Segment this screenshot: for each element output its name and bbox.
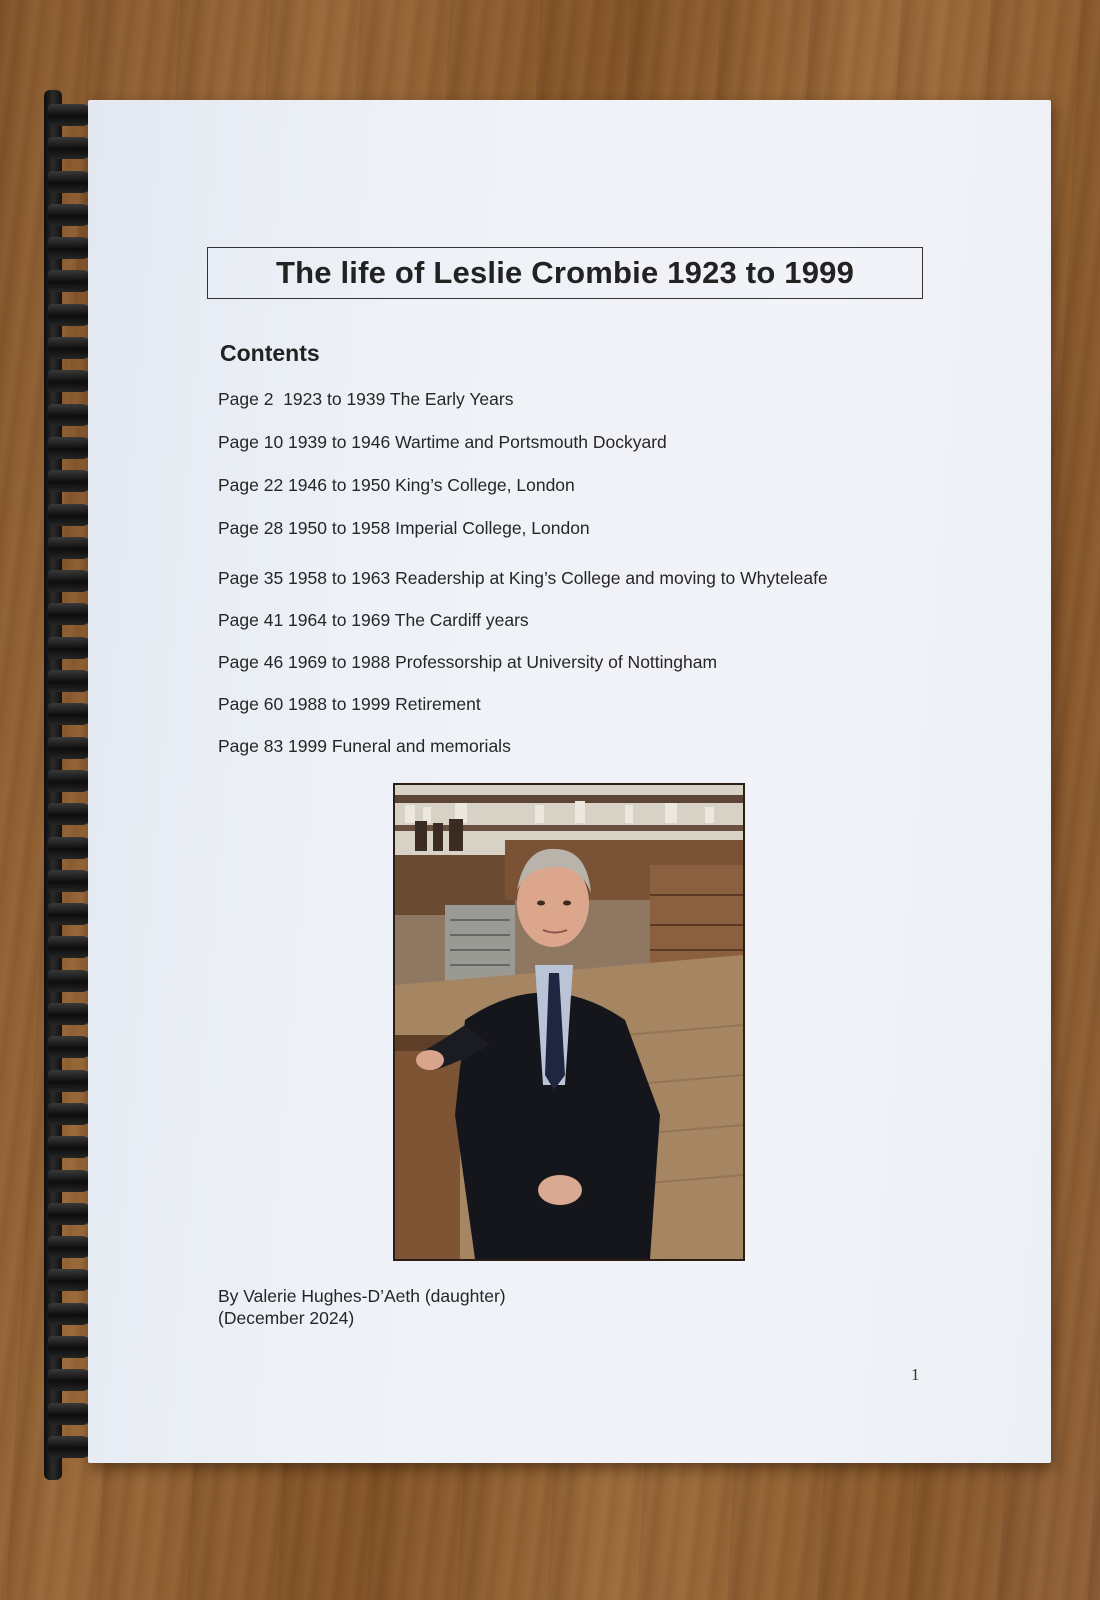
toc-entry: Page 41 1964 to 1969 The Cardiff years (218, 610, 529, 630)
toc-entry: Page 83 1999 Funeral and memorials (218, 736, 511, 756)
toc-entry: Page 2 1923 to 1939 The Early Years (218, 389, 514, 409)
toc-entry: Page 35 1958 to 1963 Readership at King’s College and moving to Whyteleafe (218, 568, 828, 588)
toc-entry: Page 60 1988 to 1999 Retirement (218, 694, 481, 714)
title-box (207, 247, 923, 299)
table-of-contents (218, 388, 828, 757)
portrait-illustration (395, 785, 743, 1259)
page-number: 1 (911, 1365, 920, 1384)
toc-entry: Page 10 1939 to 1946 Wartime and Portsmouth Dockyard (218, 432, 667, 452)
toc-entry: Page 46 1969 to 1988 Professorship at University of Nottingham (218, 652, 718, 672)
document-title: The life of Leslie Crombie 1923 to 1999 (275, 255, 855, 290)
date-line: (December 2024) (218, 1308, 355, 1328)
byline (218, 1285, 506, 1329)
author-line: By Valerie Hughes-D’Aeth (daughter) (218, 1286, 506, 1306)
toc-entry: Page 28 1950 to 1958 Imperial College, London (218, 518, 590, 538)
portrait-photo (393, 783, 745, 1261)
contents-heading: Contents (220, 340, 320, 366)
toc-entry: Page 22 1946 to 1950 King’s College, London (218, 475, 575, 495)
